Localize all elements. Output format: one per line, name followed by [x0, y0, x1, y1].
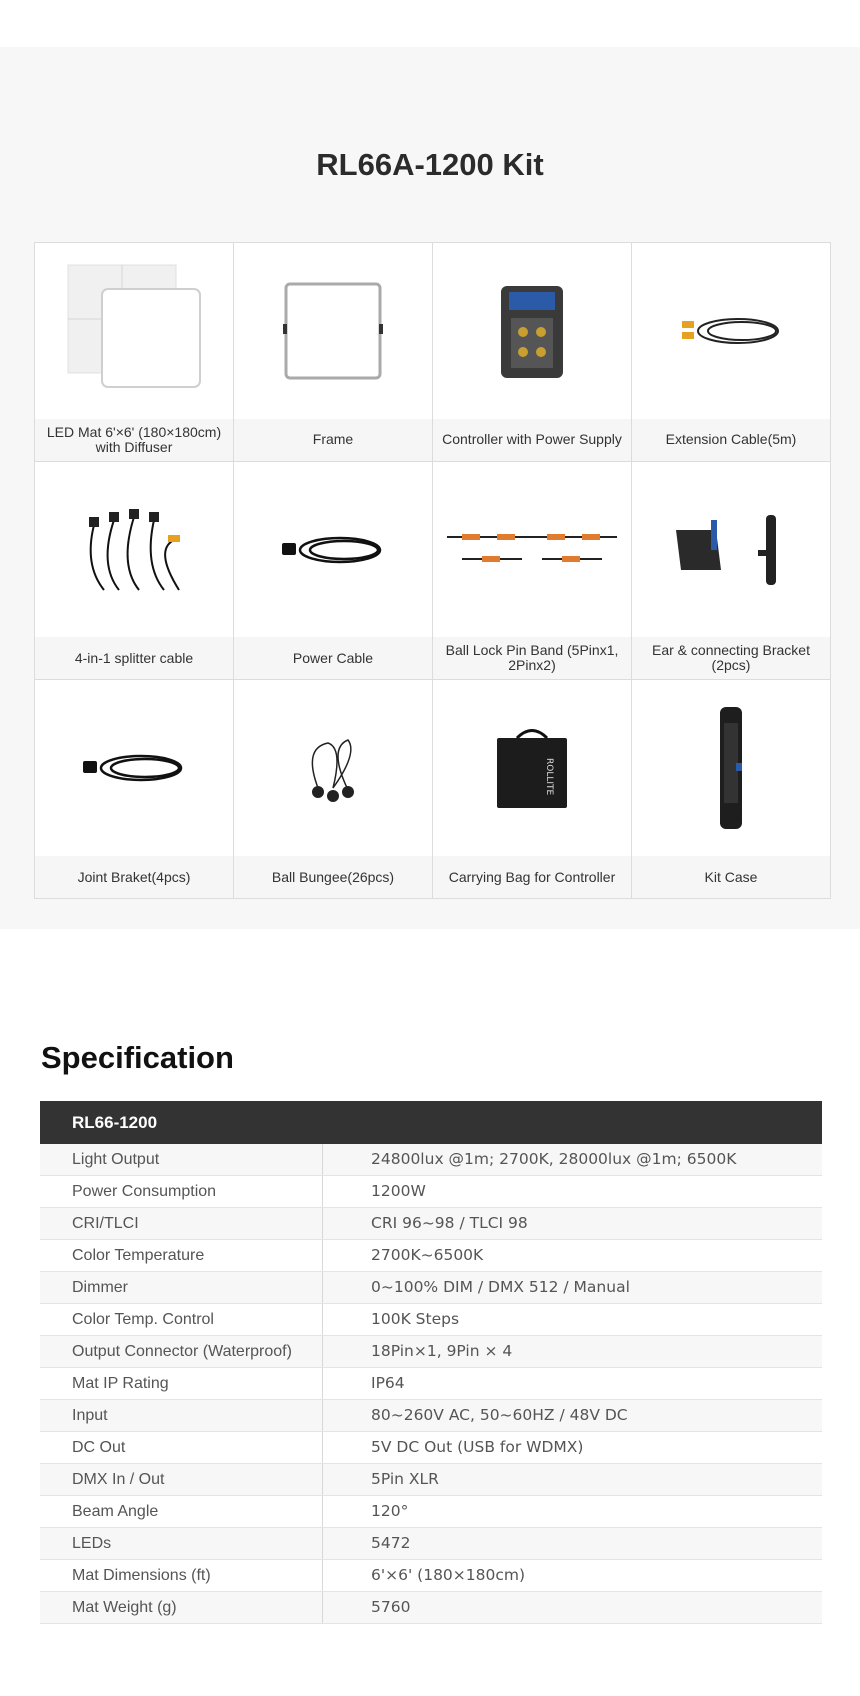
kit-item-label: Frame [234, 419, 432, 461]
kit-item [632, 680, 831, 899]
spec-value: 18Pin×1, 9Pin × 4 [371, 1342, 513, 1360]
spec-row [40, 1528, 822, 1560]
kit-item-label: Carrying Bag for Controller [433, 856, 631, 898]
extension-cable-icon [676, 306, 786, 356]
kit-item-label: Joint Braket(4pcs) [35, 856, 233, 898]
kit-item [632, 462, 831, 681]
spec-value: 5760 [371, 1598, 411, 1616]
spec-value: 0~100% DIM / DMX 512 / Manual [371, 1278, 630, 1296]
spec-value: 2700K~6500K [371, 1246, 484, 1264]
kit-item [433, 462, 632, 681]
spec-row [40, 1208, 822, 1240]
spec-key: Power Consumption [40, 1176, 323, 1207]
kit-item-label: Ball Lock Pin Band (5Pinx1, 2Pinx2) [433, 637, 631, 679]
kit-item [234, 680, 433, 899]
spec-value: 24800lux @1m; 2700K, 28000lux @1m; 6500K [371, 1150, 737, 1168]
power-cable-icon [278, 525, 388, 575]
led-mat-icon [64, 261, 204, 401]
spec-value: 5Pin XLR [371, 1470, 439, 1488]
kit-grid [34, 242, 831, 899]
spec-value: 6'×6' (180×180cm) [371, 1566, 526, 1584]
spec-title: Specification [41, 1040, 234, 1075]
spec-key: Light Output [40, 1144, 323, 1175]
spec-row [40, 1144, 822, 1176]
spec-row [40, 1304, 822, 1336]
spec-key: Color Temp. Control [40, 1304, 323, 1335]
spec-key: DC Out [40, 1432, 323, 1463]
kit-item-label: Power Cable [234, 637, 432, 679]
spec-key: Mat Dimensions (ft) [40, 1560, 323, 1591]
spec-value: 5472 [371, 1534, 411, 1552]
spec-value: 80~260V AC, 50~60HZ / 48V DC [371, 1406, 628, 1424]
splitter-cable-icon [74, 505, 194, 595]
spec-key: Mat IP Rating [40, 1368, 323, 1399]
spec-value: 5V DC Out (USB for WDMX) [371, 1438, 584, 1456]
spec-table [40, 1101, 822, 1624]
spec-row [40, 1368, 822, 1400]
spec-row [40, 1496, 822, 1528]
ball-bungee-icon [298, 728, 368, 808]
pin-band-icon [442, 525, 622, 575]
spec-row [40, 1336, 822, 1368]
kit-title: RL66A-1200 Kit [316, 147, 544, 182]
spec-value: 1200W [371, 1182, 426, 1200]
spec-value: 100K Steps [371, 1310, 460, 1328]
kit-item-label: Ball Bungee(26pcs) [234, 856, 432, 898]
spec-value: CRI 96~98 / TLCI 98 [371, 1214, 528, 1232]
spec-key: Beam Angle [40, 1496, 323, 1527]
spec-key: LEDs [40, 1528, 323, 1559]
kit-item-label: Extension Cable(5m) [632, 419, 830, 461]
kit-item [35, 243, 234, 462]
carrying-bag-icon [487, 718, 577, 818]
spec-row [40, 1176, 822, 1208]
spec-row [40, 1432, 822, 1464]
spec-row [40, 1464, 822, 1496]
spec-key: Input [40, 1400, 323, 1431]
kit-item-label: LED Mat 6'×6' (180×180cm) with Diffuser [35, 419, 233, 461]
spec-row [40, 1592, 822, 1624]
spec-key: Color Temperature [40, 1240, 323, 1271]
kit-item-label: 4-in-1 splitter cable [35, 637, 233, 679]
joint-cable-icon [79, 743, 189, 793]
spec-value: 120° [371, 1502, 409, 1520]
spec-row [40, 1272, 822, 1304]
bracket-icon [666, 510, 796, 590]
kit-case-icon [706, 703, 756, 833]
kit-item-label: Ear & connecting Bracket (2pcs) [632, 637, 830, 679]
kit-item [632, 243, 831, 462]
kit-item [234, 462, 433, 681]
spec-key: Output Connector (Waterproof) [40, 1336, 323, 1367]
kit-item [234, 243, 433, 462]
frame-icon [278, 276, 388, 386]
spec-key: DMX In / Out [40, 1464, 323, 1495]
spec-key: Dimmer [40, 1272, 323, 1303]
spec-table-header: RL66-1200 [40, 1101, 822, 1144]
kit-item-label: Kit Case [632, 856, 830, 898]
spec-row [40, 1240, 822, 1272]
spec-value: IP64 [371, 1374, 405, 1392]
kit-item [35, 462, 234, 681]
controller-icon [487, 276, 577, 386]
spec-key: CRI/TLCI [40, 1208, 323, 1239]
svg-text:ROLLITE: ROLLITE [544, 758, 554, 796]
kit-item-label: Controller with Power Supply [433, 419, 631, 461]
spec-row [40, 1400, 822, 1432]
spec-row [40, 1560, 822, 1592]
spec-key: Mat Weight (g) [40, 1592, 323, 1623]
kit-item [433, 243, 632, 462]
kit-item [35, 680, 234, 899]
kit-section [0, 47, 860, 929]
kit-item [433, 680, 632, 899]
spec-rows [40, 1144, 822, 1624]
